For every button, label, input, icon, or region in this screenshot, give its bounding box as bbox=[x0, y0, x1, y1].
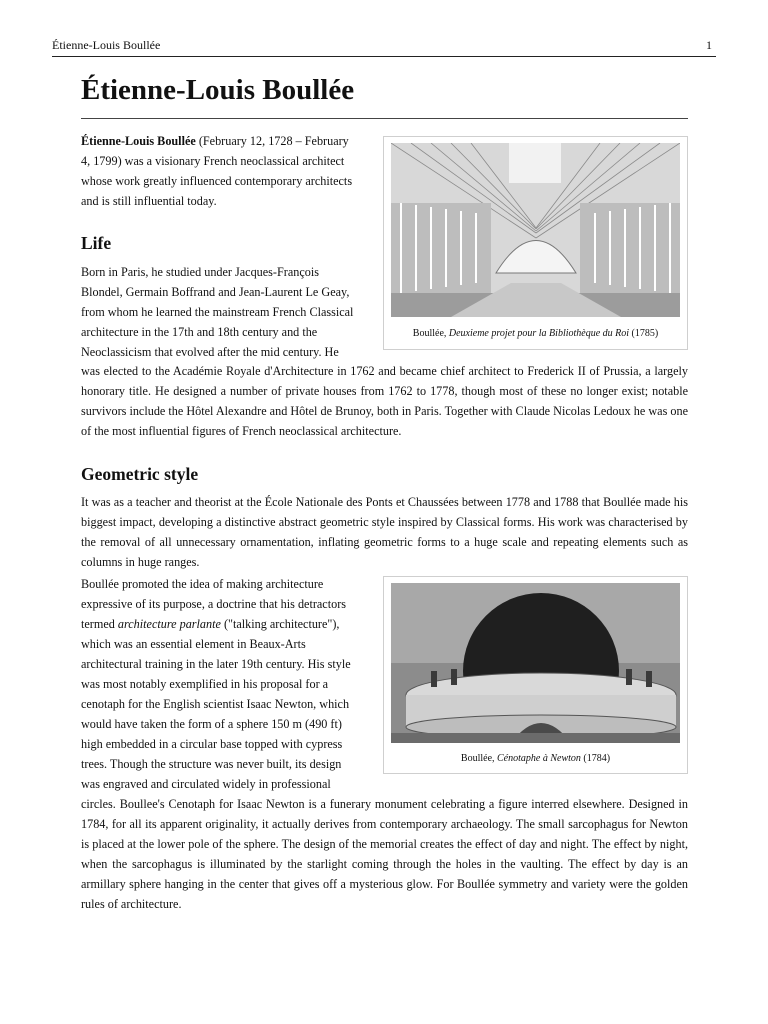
text-line: high embedded in a circular base topped with cypress bbox=[81, 737, 343, 751]
section-heading-geometric-style: Geometric style bbox=[81, 464, 199, 484]
figure-cenotaph bbox=[383, 576, 688, 774]
text-line: cenotaph for the English scientist Isaac Newton, which bbox=[81, 697, 350, 711]
text-line: architectural training in the later 19th century. His style bbox=[81, 657, 351, 671]
library-engraving bbox=[391, 143, 680, 317]
text-line: termed architecture parlante ("talking architecture"), bbox=[81, 617, 340, 631]
geometric-paragraph-2-wrapped bbox=[81, 574, 370, 794]
text-line: from whom he learned the mainstream French Classical bbox=[81, 305, 354, 319]
page-title: Étienne-Louis Boullée bbox=[81, 74, 355, 106]
text-line: which was an essential element in Beaux-Arts bbox=[81, 637, 306, 651]
page-number: 1 bbox=[706, 38, 712, 52]
text-line: expressive of its purpose, a doctrine that his detractors bbox=[81, 597, 347, 611]
running-title: Étienne-Louis Boullée bbox=[52, 38, 161, 52]
cenotaph-engraving bbox=[391, 583, 680, 743]
title-rule bbox=[81, 118, 688, 119]
text-line: Neoclassicism that evolved after the mid century. He bbox=[81, 345, 339, 359]
figure-library bbox=[383, 136, 688, 350]
text-line: would have taken the form of a sphere 150 m (490 ft) bbox=[81, 717, 342, 731]
text-line: was most notably exemplified in his proposal for a bbox=[81, 677, 329, 691]
text-line: was engraved and circulated widely in professional bbox=[81, 777, 331, 791]
figure-cenotaph-caption: Boullée, Cénotaphe à Newton (1784) bbox=[460, 753, 611, 764]
life-paragraph-full: was elected to the Académie Royale d'Architecture in 1762 and became chief architect to Frederick II of Prussia, a largely honorary title. He designed a number of private houses from 1762 to 1778, though most of these no longer exist; notable survivors include the Hôtel Alexandre and Hôtel de Brunoy, both in Paris. Together with Claude Nicolas Ledoux he was one of the most influential figures of French neoclassical architecture. bbox=[81, 364, 688, 438]
text-line: Born in Paris, he studied under Jacques-François bbox=[81, 265, 319, 279]
text-line: architecture in the 17th and 18th century and the bbox=[81, 325, 318, 339]
text-line: Boullée promoted the idea of making architecture bbox=[81, 577, 324, 591]
text-line: trees. Though the structure was never built, its design bbox=[81, 757, 342, 771]
figure-library-caption: Boullée, Deuxieme projet pour la Bibliothèque du Roi (1785) bbox=[412, 328, 659, 339]
intro-name: Étienne-Louis Boullée bbox=[81, 134, 196, 148]
header-rule bbox=[52, 56, 716, 57]
section-heading-life: Life bbox=[81, 233, 112, 253]
geometric-paragraph-2-full: circles. Boullee's Cenotaph for Isaac Newton is a funerary monument celebrating a figure interred elsewhere. Designed in 1784, for all its apparent originality, it actually derives from contemporary archaeology. The small sarcophagus for Newton is placed at the lower pole of the sphere. The design of the memorial creates the effect of day and night. The effect by night, when the sarcophagus is illuminated by the starlight coming through the holes in the vaulting. The effect by day is an armillary sphere hanging in the center that gives off a mysterious glow. For Boullée symmetry and variety were the golden rules of architecture. bbox=[81, 797, 688, 911]
term-architecture-parlante: architecture parlante bbox=[117, 617, 221, 631]
life-paragraph-wrapped bbox=[81, 262, 370, 362]
running-header bbox=[52, 38, 712, 56]
geometric-paragraph-1: It was as a teacher and theorist at the École Nationale des Ponts et Chaussées between 1778 and 1788 that Boullée made his biggest impact, developing a distinctive abstract geometric style inspired by Classical forms. His work was characterised by the removal of all unnecessary ornamentation, inflating geometric forms to a huge scale and repeating elements such as columns in huge ranges. bbox=[81, 495, 688, 569]
intro-paragraph: Étienne-Louis Boullée (February 12, 1728 – February 4, 1799) was a visionary French neoclassical architect whose work greatly influenced contemporary architects and is still influential today. bbox=[81, 134, 353, 208]
text-line: Blondel, Germain Boffrand and Jean-Laurent Le Geay, bbox=[81, 285, 350, 299]
